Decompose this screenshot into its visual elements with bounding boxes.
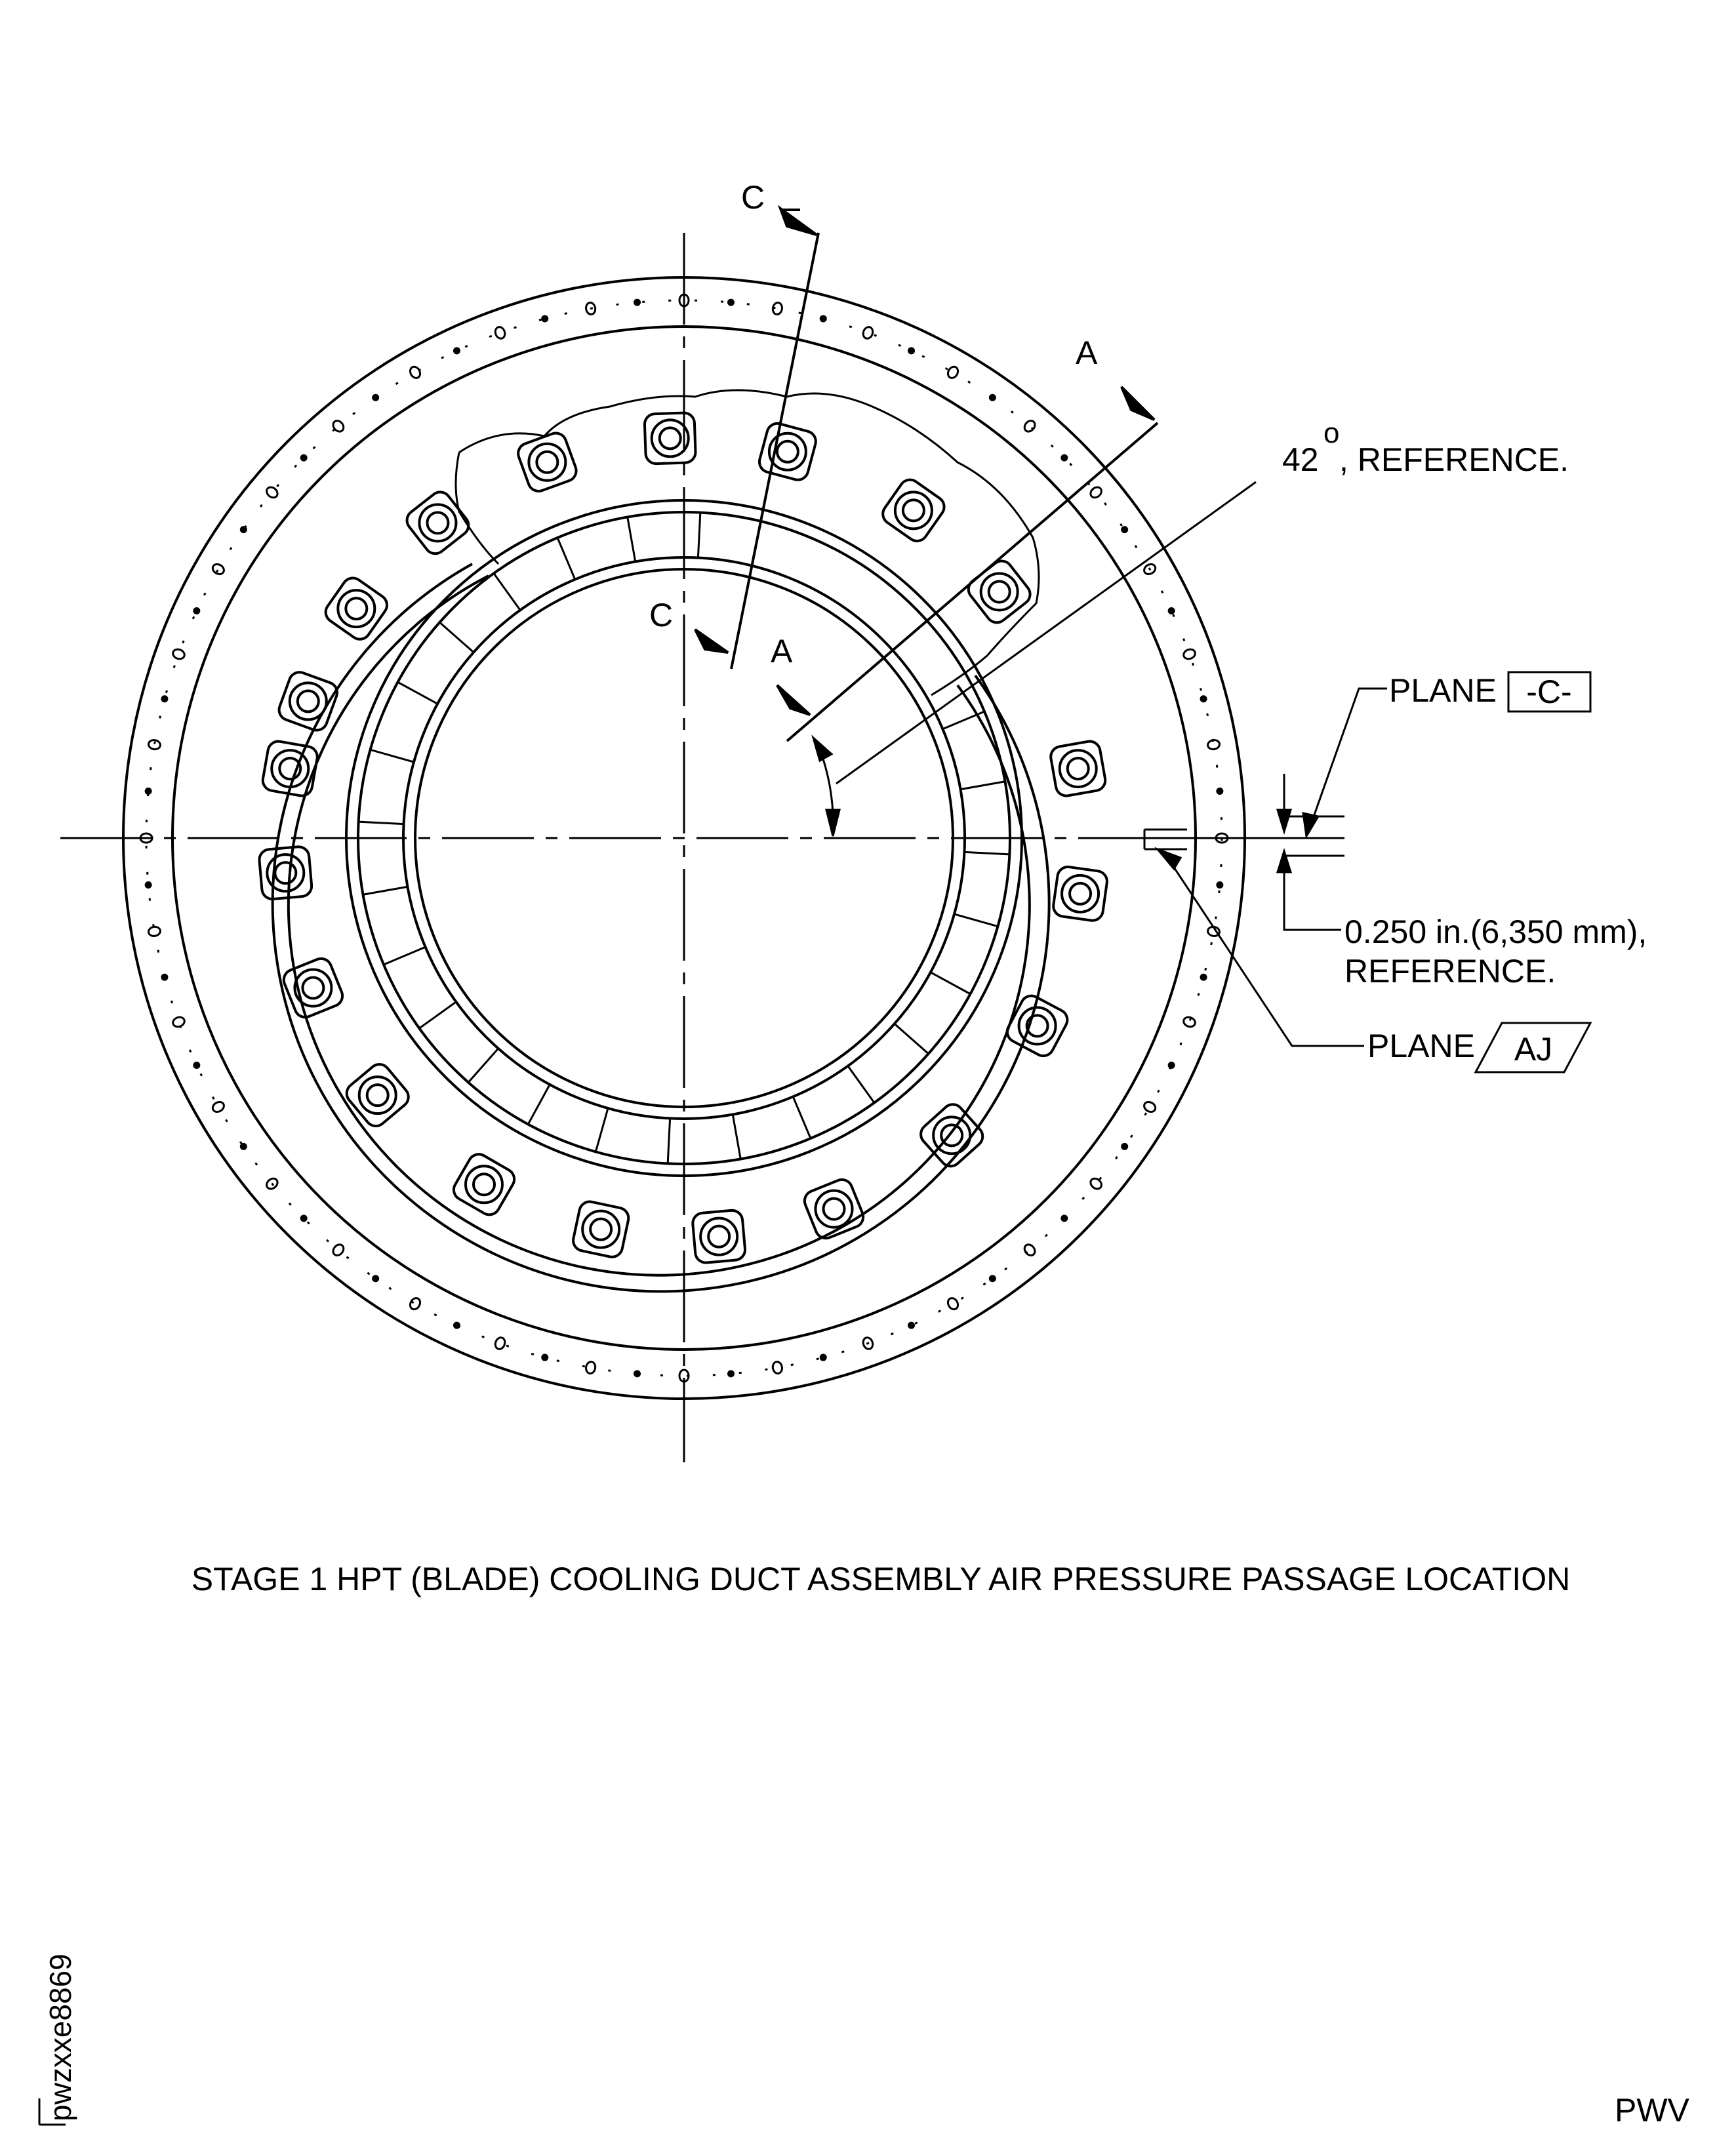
bolt-lug bbox=[692, 1210, 746, 1264]
plane-aj-datum: AJ bbox=[1514, 1031, 1553, 1068]
bolt-lug bbox=[1052, 866, 1108, 922]
bolt-hole bbox=[211, 1100, 226, 1113]
bolt-hole bbox=[172, 1016, 186, 1028]
bolt-hole bbox=[331, 1243, 346, 1258]
section-a-inner-label: A bbox=[771, 633, 793, 670]
offset-line-1: 0.250 in.(6,350 mm), bbox=[1344, 913, 1647, 950]
bolt-dot bbox=[241, 1144, 246, 1149]
section-c-inner-label: C bbox=[649, 597, 674, 633]
bolt-dot bbox=[1201, 696, 1206, 702]
bolt-dot bbox=[820, 316, 826, 321]
footer-code: PWV bbox=[1615, 2092, 1689, 2129]
bolt-dot bbox=[728, 1371, 733, 1376]
bolt-dot bbox=[301, 455, 306, 460]
bolt-hole bbox=[211, 562, 226, 576]
plane-c-label: PLANE bbox=[1389, 672, 1497, 709]
bolt-dot bbox=[146, 882, 151, 887]
bolt-dot bbox=[909, 1323, 914, 1328]
bolt-lug bbox=[258, 846, 312, 900]
bolt-dot bbox=[635, 300, 640, 305]
angle-value: 42 bbox=[1282, 441, 1319, 478]
bolt-hole bbox=[772, 302, 783, 315]
bolt-dot bbox=[635, 1371, 640, 1376]
bolt-hole bbox=[585, 1361, 596, 1374]
bolt-dot bbox=[1062, 455, 1067, 460]
section-a-top-label: A bbox=[1076, 334, 1098, 371]
bolt-hole bbox=[494, 1336, 506, 1351]
bolt-dot bbox=[1169, 608, 1174, 613]
section-c-top-label: C bbox=[741, 179, 765, 216]
bolt-dot bbox=[820, 1355, 826, 1360]
bolt-hole bbox=[148, 926, 161, 937]
plane-aj-label: PLANE bbox=[1367, 1028, 1475, 1064]
bolt-dot bbox=[1217, 789, 1222, 794]
bolt-hole bbox=[1142, 1100, 1158, 1113]
bolt-dot bbox=[1217, 882, 1222, 887]
bolt-dot bbox=[162, 696, 167, 702]
bolt-hole bbox=[1022, 1243, 1037, 1258]
bolt-hole bbox=[1182, 1016, 1197, 1028]
bolt-dot bbox=[454, 1323, 459, 1328]
bolt-dot bbox=[194, 1063, 199, 1068]
bolt-lug bbox=[403, 488, 473, 558]
bolt-lug bbox=[281, 955, 346, 1020]
bolt-lug bbox=[879, 475, 948, 545]
bolt-hole bbox=[1089, 485, 1104, 500]
bolt-dot bbox=[373, 1276, 378, 1281]
bolt-dot bbox=[1169, 1063, 1174, 1068]
bolt-hole bbox=[1022, 418, 1037, 433]
bolt-hole bbox=[172, 648, 186, 660]
angle-unit: o bbox=[1323, 417, 1340, 449]
bolt-hole bbox=[408, 1296, 422, 1312]
bolt-dot bbox=[1062, 1216, 1067, 1221]
bolt-hole bbox=[1182, 648, 1197, 660]
bolt-dot bbox=[194, 608, 199, 613]
bolt-hole bbox=[1207, 739, 1220, 750]
bolt-lug bbox=[342, 1060, 413, 1131]
angle-note: , REFERENCE. bbox=[1339, 441, 1569, 478]
bolt-hole bbox=[772, 1361, 783, 1374]
bolt-hole bbox=[946, 365, 959, 380]
bolt-lug bbox=[757, 421, 818, 482]
bolt-dot bbox=[162, 974, 167, 980]
bolt-hole bbox=[148, 739, 161, 750]
bolt-dot bbox=[146, 789, 151, 794]
section-cut-a bbox=[777, 387, 1158, 741]
bolt-dot bbox=[1122, 527, 1127, 532]
bolt-dot bbox=[1122, 1144, 1127, 1149]
bolt-lug bbox=[515, 430, 579, 494]
bolt-lug bbox=[571, 1200, 630, 1259]
bolt-dot bbox=[1201, 974, 1206, 980]
bolt-hole bbox=[946, 1296, 959, 1312]
bolt-dot bbox=[909, 348, 914, 353]
passage-feature bbox=[1144, 689, 1387, 1046]
bolt-hole bbox=[264, 485, 279, 500]
offset-line-2: REFERENCE. bbox=[1344, 953, 1556, 990]
bolt-dot bbox=[728, 300, 733, 305]
figure-id: pwzxxe8869 bbox=[43, 1953, 77, 2121]
bolt-dot bbox=[990, 395, 995, 400]
bolt-dot bbox=[241, 527, 246, 532]
bolt-dot bbox=[454, 348, 459, 353]
bolt-hole bbox=[408, 365, 422, 380]
bolt-dot bbox=[301, 1216, 306, 1221]
plane-c-datum: -C- bbox=[1526, 673, 1572, 710]
figure-id-block bbox=[39, 1953, 77, 2125]
bolt-dot bbox=[990, 1276, 995, 1281]
bolt-dot bbox=[542, 316, 548, 321]
bolt-lug bbox=[644, 412, 696, 464]
bolt-hole bbox=[862, 326, 874, 340]
bolt-dot bbox=[373, 395, 378, 400]
bolt-lug bbox=[1049, 740, 1107, 797]
bolt-dot bbox=[542, 1355, 548, 1360]
bolt-lug bbox=[450, 1150, 518, 1218]
bolt-hole bbox=[494, 326, 506, 340]
figure-caption: STAGE 1 HPT (BLADE) COOLING DUCT ASSEMBLY AIR PRESSURE PASSAGE LOCATION bbox=[191, 1561, 1571, 1597]
